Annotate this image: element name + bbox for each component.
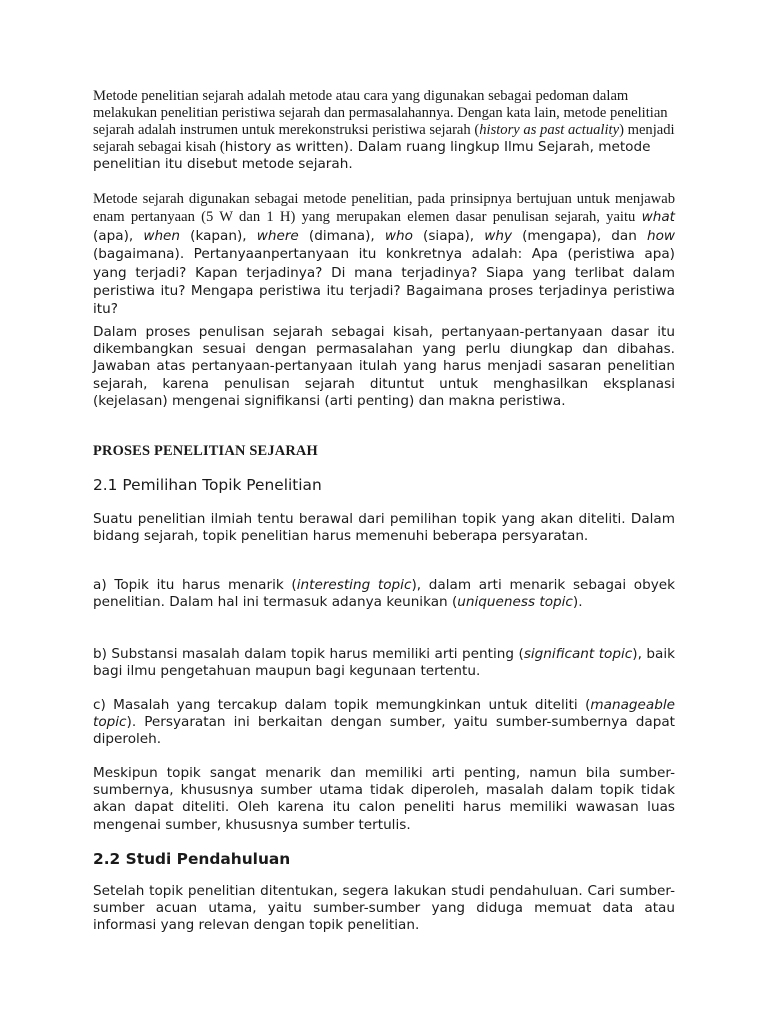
term-how: how: [646, 227, 676, 244]
paragraph-requirement-c: [93, 697, 675, 749]
term-who: who: [384, 227, 413, 244]
paragraph-requirement-a: [93, 577, 675, 611]
text-run: ), baik bagi ilmu pengetahuan maupun bagi kegunaan tertentu.: [93, 646, 675, 680]
text-run: (kapan),: [180, 227, 257, 244]
term-where: where: [256, 227, 299, 244]
paragraph-preliminary-study: Setelah topik penelitian ditentukan, segera lakukan studi pendahuluan. Cari sumber-sumber acuan utama, yaitu sumber-sumber yang diduga memuat data atau informasi yang relevan dengan topik penelitian.: [93, 883, 675, 934]
paragraph-six-questions: [93, 190, 675, 319]
text-run: ).: [572, 594, 583, 611]
text-run: (siapa),: [412, 227, 485, 244]
term-when: when: [143, 227, 181, 244]
paragraph-history-writing-process: Dalam proses penulisan sejarah sebagai kisah, pertanyaan-pertanyaan dasar itu dikembangkan sesuai dengan permasalahan yang perlu diungkap dan dibahas. Jawaban atas pertanyaan-pertanyaan itulah yang harus menjadi sasaran penelitian sejarah, karena penulisan sejarah dituntut untuk menghasilkan eksplanasi (kejelasan) mengenai signifikansi (arti penting) dan makna peristiwa.: [93, 324, 675, 409]
text-run: (apa),: [93, 227, 144, 244]
text-run: b) Substansi masalah dalam topik harus memiliki arti penting (: [93, 646, 524, 662]
term-why: why: [484, 227, 512, 244]
subheading-pemilihan-topik: 2.1 Pemilihan Topik Penelitian: [93, 476, 322, 494]
text-run: Metode sejarah digunakan sebagai metode penelitian, pada prinsipnya bertujuan untuk menjawab enam pertanyaan (5 W dan 1 H) yang merupakan elemen dasar penulisan sejarah, yaitu: [93, 191, 675, 226]
text-run: (mengapa), dan: [512, 227, 647, 244]
section-heading-proses-penelitian: PROSES PENELITIAN SEJARAH: [93, 443, 318, 459]
term-what: what: [641, 209, 675, 226]
term-manageable-topic: manageable topic: [93, 697, 675, 731]
text-run: c) Masalah yang tercakup dalam topik memungkinkan untuk diteliti (: [93, 697, 591, 713]
paragraph-method-definition: [93, 88, 675, 173]
text-run: (dimana),: [298, 227, 385, 244]
term-significant-topic: significant topic: [523, 646, 633, 662]
text-run: ) menjadi sejarah sebagai kisah (: [93, 122, 675, 155]
subheading-studi-pendahuluan: 2.2 Studi Pendahuluan: [93, 850, 291, 868]
paragraph-topic-selection-intro: Suatu penelitian ilmiah tentu berawal dari pemilihan topik yang akan diteliti. Dalam bidang sejarah, topik penelitian harus memenuhi beberapa persyaratan.: [93, 511, 675, 545]
term-interesting-topic: interesting topic: [296, 577, 412, 593]
text-run: ), dalam arti menarik sebagai obyek penelitian. Dalam hal ini termasuk adanya keunikan (: [93, 577, 676, 611]
paragraph-sources-importance: Meskipun topik sangat menarik dan memiliki arti penting, namun bila sumber-sumbernya, khususnya sumber utama tidak diperoleh, masalah dalam topik tidak akan dapat diteliti. Oleh karena itu calon peneliti harus memiliki wawasan luas mengenai sumber, khususnya sumber tertulis.: [93, 765, 675, 833]
text-run: ). Dalam ruang lingkup Ilmu Sejarah, metode penelitian itu disebut metode sejarah.: [93, 139, 651, 172]
term-history-as-written: history as written: [224, 139, 344, 155]
paragraph-requirement-b: [93, 646, 675, 680]
text-run: ). Persyaratan ini berkaitan dengan sumber, yaitu sumber-sumbernya dapat diperoleh.: [93, 714, 675, 748]
text-run: Metode penelitian sejarah adalah metode atau cara yang digunakan sebagai pedoman dalam melakukan penelitian peristiwa sejarah dan permasalahannya. Dengan kata lain, metode penelitian sejarah adalah instrumen untuk merekonstruksi peristiwa sejarah (: [93, 88, 668, 138]
text-run: (bagaimana). Pertanyaanpertanyaan itu konkretnya adalah: Apa (peristiwa apa) yang terjadi? Kapan terjadinya? Di mana terjadinya? Siapa yang terlibat dalam peristiwa itu? Mengapa peristiwa itu terjadi? Bagaimana proses terjadinya peristiwa itu?: [93, 246, 675, 318]
term-history-as-past-actuality: history as past actuality: [479, 122, 620, 138]
text-run: a) Topik itu harus menarik (: [93, 577, 297, 593]
term-uniqueness-topic: uniqueness topic: [457, 594, 573, 611]
